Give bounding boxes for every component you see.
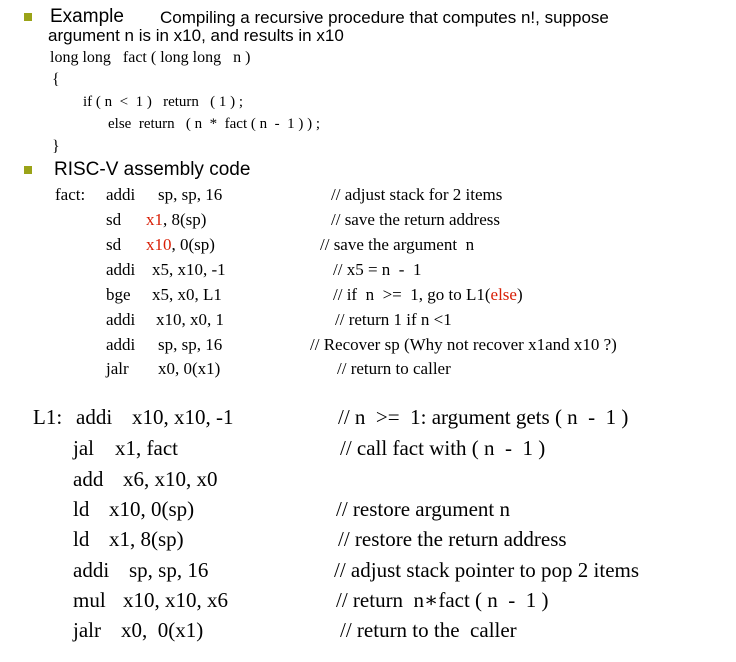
asm-comment: // call fact with ( n - 1 ) bbox=[340, 436, 546, 460]
asm-opcode: ld bbox=[73, 497, 90, 521]
asm-opcode: ld bbox=[73, 527, 90, 551]
asm-operand-rest: , 8(sp) bbox=[163, 210, 207, 229]
asm-operand-highlight: x10 bbox=[146, 235, 172, 254]
c-open-brace: { bbox=[52, 71, 60, 88]
asm-operands: x0, 0(x1) bbox=[121, 618, 204, 642]
asm-operands: x1, 8(sp) bbox=[109, 527, 184, 551]
asm-comment: // return to caller bbox=[337, 359, 451, 378]
asm-operands: x10, 0(sp) bbox=[109, 497, 195, 521]
asm-operands bbox=[146, 235, 215, 255]
asm-operands: x10, x10, -1 bbox=[132, 405, 234, 429]
asm-opcode: bge bbox=[106, 285, 131, 304]
asm-comment-text: ) bbox=[516, 285, 523, 304]
asm-operands: sp, sp, 16 bbox=[158, 185, 223, 204]
asm-comment-text: // if n >= 1, go to L1( bbox=[333, 285, 491, 304]
asm-comment: // return n∗fact ( n - 1 ) bbox=[336, 588, 549, 612]
asm-operands: x5, x10, -1 bbox=[152, 260, 226, 279]
asm-opcode: mul bbox=[73, 588, 106, 612]
asm-comment: // restore argument n bbox=[336, 497, 510, 521]
square-bullet-icon bbox=[24, 13, 32, 21]
asm-comment: // x5 = n - 1 bbox=[333, 260, 422, 279]
asm-opcode: addi bbox=[106, 260, 136, 279]
asm-opcode: addi bbox=[73, 558, 110, 582]
c-else-line: else return ( n * fact ( n - 1 ) ) ; bbox=[108, 116, 321, 132]
asm-comment: // n >= 1: argument gets ( n - 1 ) bbox=[338, 405, 629, 429]
asm-opcode: sd bbox=[106, 210, 122, 229]
asm-operands bbox=[146, 210, 206, 230]
asm-operands: x10, x10, x6 bbox=[123, 588, 228, 612]
example-description: Compiling a recursive procedure that computes n!, suppose bbox=[160, 8, 609, 27]
example-label: Example bbox=[50, 6, 124, 27]
asm-comment: // return 1 if n <1 bbox=[335, 310, 452, 329]
asm-comment: // adjust stack for 2 items bbox=[331, 185, 503, 204]
asm-comment: // restore the return address bbox=[338, 527, 567, 551]
c-signature: long long fact ( long long n ) bbox=[50, 49, 251, 66]
square-bullet-icon bbox=[24, 166, 32, 174]
asm-opcode: addi bbox=[76, 405, 113, 429]
asm-comment: // Recover sp (Why not recover x1and x10 ?) bbox=[310, 335, 617, 354]
asm-comment bbox=[333, 285, 523, 305]
asm-operands: sp, sp, 16 bbox=[129, 558, 209, 582]
asm-opcode: jalr bbox=[73, 618, 101, 642]
asm-opcode: sd bbox=[106, 235, 122, 254]
asm-opcode: addi bbox=[106, 335, 136, 354]
asm-operands: sp, sp, 16 bbox=[158, 335, 223, 354]
asm-operand-rest: , 0(sp) bbox=[171, 235, 215, 254]
asm-comment: // return to the caller bbox=[340, 618, 517, 642]
asm-label: fact: bbox=[55, 185, 86, 204]
asm-operands: x6, x10, x0 bbox=[123, 467, 218, 491]
c-close-brace: } bbox=[52, 138, 60, 155]
asm-opcode: add bbox=[73, 467, 104, 491]
section-title: RISC-V assembly code bbox=[54, 159, 251, 180]
asm-operands: x1, fact bbox=[115, 436, 178, 460]
example-description-line2: argument n is in x10, and results in x10 bbox=[48, 26, 344, 45]
asm-opcode: addi bbox=[106, 185, 136, 204]
asm-operands: x5, x0, L1 bbox=[152, 285, 222, 304]
asm-comment: // adjust stack pointer to pop 2 items bbox=[334, 558, 640, 582]
asm-opcode: jal bbox=[73, 436, 94, 460]
asm-opcode: jalr bbox=[106, 359, 129, 378]
c-if-line: if ( n < 1 ) return ( 1 ) ; bbox=[83, 94, 244, 110]
asm-operands: x0, 0(x1) bbox=[158, 359, 221, 378]
asm-opcode: addi bbox=[106, 310, 136, 329]
asm-operands: x10, x0, 1 bbox=[156, 310, 224, 329]
asm-operand-highlight: x1 bbox=[146, 210, 163, 229]
asm-comment: // save the return address bbox=[331, 210, 500, 229]
asm-comment: // save the argument n bbox=[320, 235, 475, 254]
asm-comment-highlight: else bbox=[490, 285, 517, 304]
asm-label: L1: bbox=[33, 405, 63, 429]
